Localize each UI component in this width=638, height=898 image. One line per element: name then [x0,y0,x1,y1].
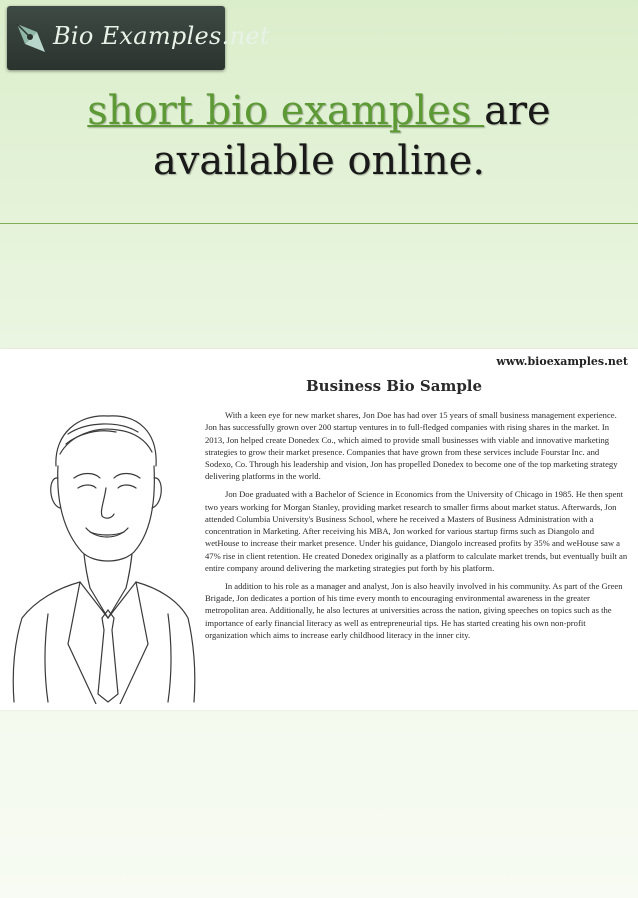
pen-nib-icon [11,18,51,58]
document-title: Business Bio Sample [306,377,483,395]
portrait-sketch [8,404,198,704]
headline-text-line1: are [484,88,551,134]
document-url: www.bioexamples.net [496,355,628,368]
divider [0,223,638,224]
page-headline [0,86,638,186]
bio-sample-document [0,349,638,710]
logo-text: Bio Examples.net [53,22,270,50]
headline-text-line2: available online. [152,138,486,184]
bio-paragraph-3: In addition to his role as a manager and analyst, Jon is also heavily involved in his community. As part of the Green Brigade, Jon dedicates a portion of his time every month to encouraging environmental awareness in the greater metropolitan area. Additionally, he also lectures at universities across the nation, giving speeches on topics such as the importance of early financial literacy as well as entrepreneurial tips. He has started creating his own non-profit organization which aims to increase early childhood literacy in the inner city. [205,580,623,641]
bio-examples-link[interactable]: short bio examples [87,88,485,134]
bio-paragraph-1: With a keen eye for new market shares, Jon Doe has had over 15 years of small business management experience. Jon has successfully grown over 200 startup ventures in to full-fledged companies with rising shares in the market. In 2013, Jon helped create Donedex Co., which aimed to provide small businesses with viable and innovative marketing strategies to grow their market presence. Companies that have grown from these services include Fourstar Inc. and Sodexo, Co. Through his leadership and vision, Jon has propelled Donedex to become one of the top marketing strategy delivering platforms in the world. [205,410,618,482]
site-logo[interactable] [7,6,270,70]
document-body [205,409,629,647]
bio-paragraph-2: Jon Doe graduated with a Bachelor of Science in Economics from the University of Chicago in 1985. He then spent two years working for Morgan Stanley, providing market research to smaller firms about market status. Afterwards, Jon attended Columbia University's Business School, where he received a Masters of Business Administration with a concentration in Marketing. After receiving his MBA, Jon worked for various startup firms such as Diangolo and wetHouse to increase their market presence. Under his guidance, Diangolo increased profits by 35% and weHouse saw a 47% rise in client retention. He created Donedex originally as a platform to calculate market trends, but eventually built an entire company around delivering the marketing strategies put forth by his platform. [205,489,628,574]
